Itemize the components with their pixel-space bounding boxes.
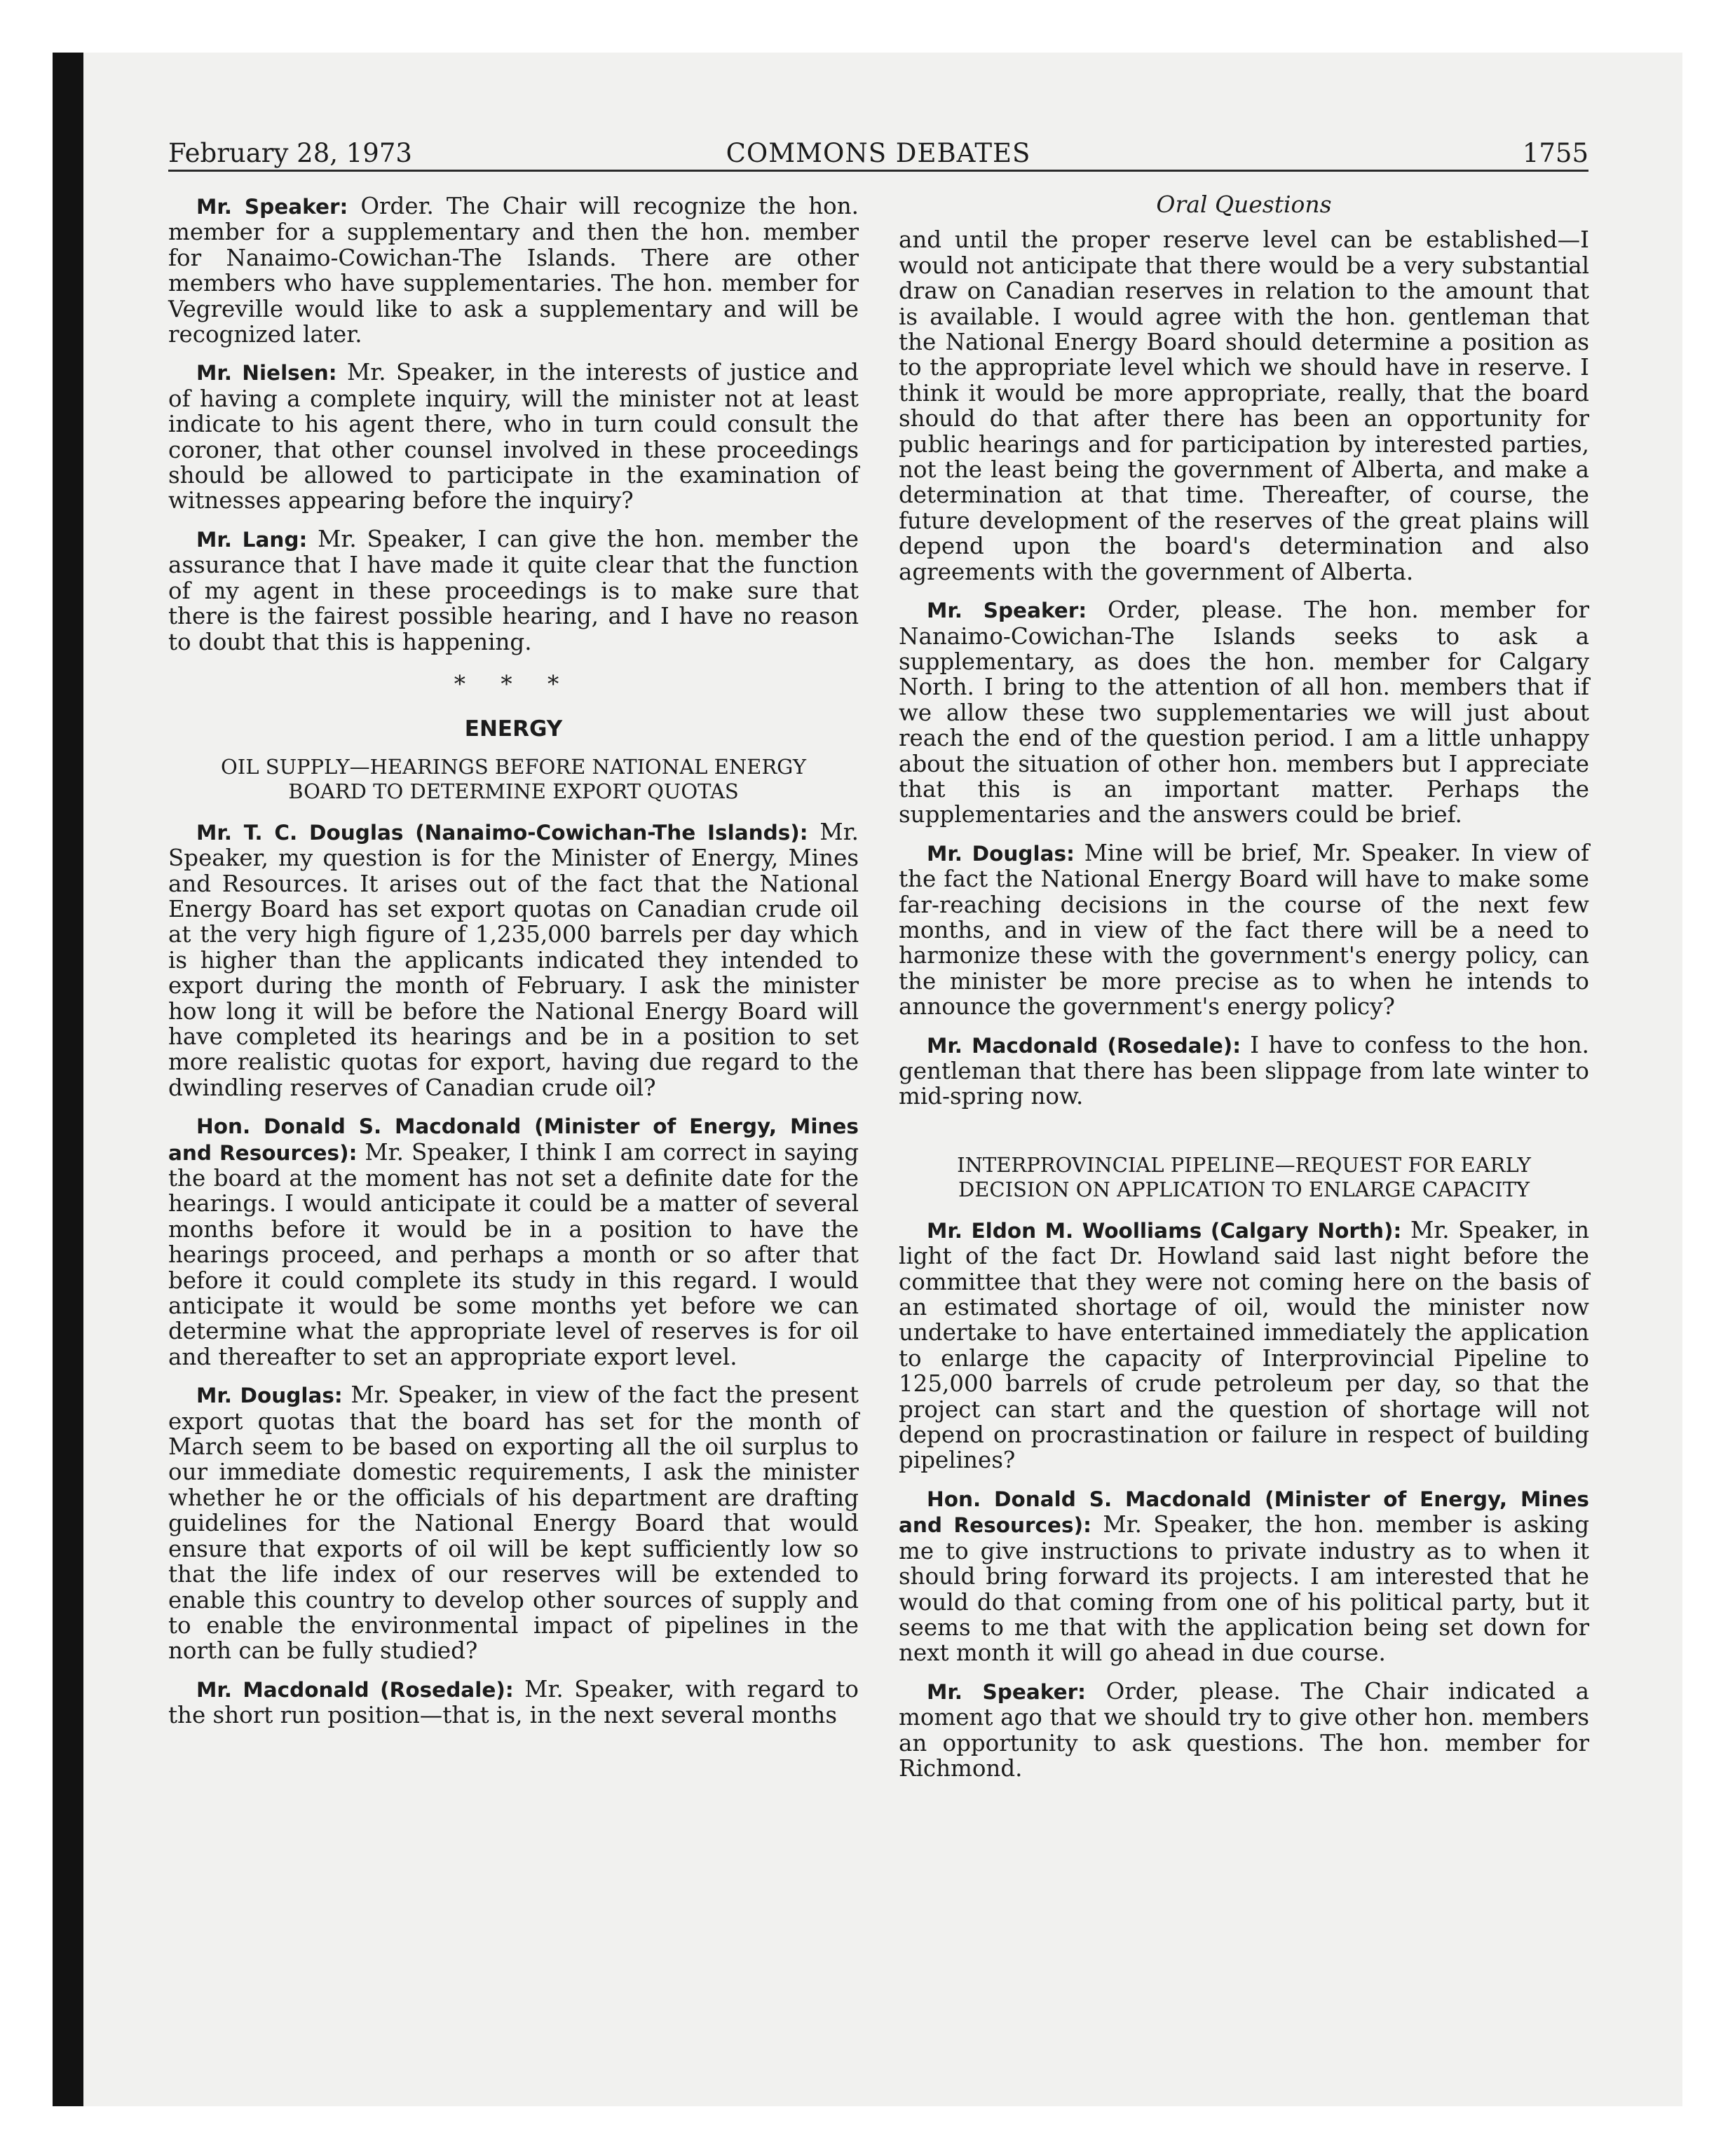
paragraph [168, 526, 859, 655]
paragraph-text: Mr. Speaker, my question is for the Minister of Energy, Mines and Resources. It arises out of the fact that the National Energy Board has set export quotas on Canadian crude oil at the very high figure of 1,235,000 barrels per day which is higher than the applicants indicated they intended to export during the month of February. I ask the minister how long it will be before the National Energy Board will have completed its hearings and be in a position to set more realistic quotas for export, having due regard to the dwindling reserves of Canadian crude oil? [168, 818, 859, 1101]
paragraph-text: Mr. Speaker, with regard to the short run position—that is, in the next several months [168, 1675, 859, 1729]
speaker-name: Mr. Speaker: [927, 599, 1087, 623]
page-header [168, 137, 1588, 172]
speaker-name: Mr. Eldon M. Woolliams (Calgary North): [927, 1218, 1402, 1243]
speaker-name: Mr. T. C. Douglas (Nanaimo-Cowichan-The Islands): [196, 820, 808, 845]
paragraph [899, 1486, 1589, 1666]
paragraph-text: Mr. Speaker, the hon. member is asking me to give instructions to private industry as to when it should bring forward its projects. I am interested that he would do that coming from one of his political party, but it seems to me that with the application being set down for next month it will go ahead in due course. [899, 1511, 1590, 1667]
paragraph-text: Mr. Speaker, in light of the fact Dr. Howland said last night before the committee that they were not coming here on the basis of an estimated shortage of oil, would the minister now undertake to have entertained immediately the application to enlarge the capacity of Interprovincial Pipeline to 125,000 barrels of crude petroleum per day, so that the project can start and the question of shortage will not depend on procrastination or failure in respect of building pipelines? [899, 1216, 1589, 1474]
paragraph-text: Order, please. The hon. member for Nanaimo-Cowichan-The Islands seeks to ask a supplementary, as does the hon. member for Calgary North. I bring to the attention of all hon. members that if we allow these two supplementaries we will just about reach the end of the question period. I am a little unhappy about the situation of other hon. members but I appreciate that this is an important matter. Perhaps the supplementaries and the answers could be brief. [899, 596, 1589, 828]
header-date: February 28, 1973 [168, 138, 412, 168]
speaker-name: Mr. Macdonald (Rosedale): [196, 1677, 514, 1702]
binding-edge [53, 53, 83, 2106]
subheading: INTERPROVINCIAL PIPELINE—REQUEST FOR EARLY DECISION ON APPLICATION TO ENLARGE CAPACITY [957, 1152, 1531, 1201]
paragraph-text: Order. The Chair will recognize the hon. member for a supplementary and then the hon. member for Nanaimo-Cowichan-The Islands. There are other members who have supplementaries. The hon. member for Vegreville would like to ask a supplementary and will be recognized later. [168, 193, 859, 348]
header-title: COMMONS DEBATES [726, 138, 1031, 168]
running-head: Oral Questions [1156, 191, 1332, 218]
paragraph-text: Order, please. The Chair indicated a moment ago that we should try to give other hon. members an opportunity to ask questions. The hon. member for Richmond. [899, 1677, 1589, 1782]
paragraph [168, 1677, 859, 1728]
speaker-name: Hon. Donald S. Macdonald (Minister of Energy, Mines and Resources): [899, 1487, 1589, 1538]
speaker-name: Mr. Speaker: [927, 1679, 1086, 1704]
paragraph [168, 819, 859, 1100]
paragraph [899, 1032, 1589, 1110]
section-gap [899, 1122, 1589, 1153]
section-separator: * * * [454, 670, 573, 697]
paragraph-text: I have to confess to the hon. gentleman that there has been slippage from late winter to mid-spring now. [899, 1031, 1589, 1110]
right-column [899, 192, 1589, 1794]
left-column [168, 193, 859, 1741]
paragraph [899, 227, 1589, 585]
paragraph [168, 193, 859, 347]
speaker-name: Hon. Donald S. Macdonald (Minister of Energy, Mines and Resources): [168, 1114, 859, 1165]
speaker-name: Mr. Douglas: [927, 841, 1075, 866]
section-title: ENERGY [464, 716, 563, 742]
speaker-name: Mr. Macdonald (Rosedale): [927, 1033, 1241, 1058]
subheading: OIL SUPPLY—HEARINGS BEFORE NATIONAL ENERGY BOARD TO DETERMINE EXPORT QUOTAS [221, 754, 806, 803]
paragraph [899, 840, 1589, 1020]
paragraph-text: Mine will be brief, Mr. Speaker. In view of the fact the National Energy Board will have to make some far-reaching decisions in the course of the next few months, and in view of the fact there will be a need to harmonize these with the government's energy policy, can the minister be more precise as to when he intends to announce the government's energy policy? [899, 839, 1590, 1021]
paragraph-text: Mr. Speaker, I think I am correct in saying the board at the moment has not set a definite date for the hearings. I would anticipate it could be a matter of several months before it would be in a position to have the hearings proceed, and perhaps a month or so after that before it could complete its study in this regard. I would anticipate it would be some months yet before we can determine what the appropriate level of reserves is for oil and thereafter to set an appropriate export level. [168, 1138, 859, 1370]
paragraph [899, 597, 1589, 828]
paragraph [899, 1679, 1589, 1782]
paragraph-text: Mr. Speaker, in the interests of justice and of having a complete inquiry, will the minister not at least indicate to his agent there, who in turn could consult the coroner, that other counsel involved in these proceedings should be allowed to participate in the examination of witnesses appearing before the inquiry? [168, 359, 859, 514]
paragraph [168, 1113, 859, 1370]
speaker-name: Mr. Douglas: [196, 1384, 343, 1408]
paragraph-text: and until the proper reserve level can be established—I would not anticipate that there would be a very substantial draw on Canadian reserves in relation to the amount that is available. I would agree with the hon. gentleman that the National Energy Board should determine a position as to the appropriate level which we should have in reserve. I think it would be more appropriate, really, that the board should do that after there has been an opportunity for public hearings and for participation by interested parties, not the least being the government of Alberta, and make a determination at that time. Thereafter, of course, the future development of the reserves of the great plains will depend upon the board's determination and also agreements with the government of Alberta. [899, 226, 1589, 585]
speaker-name: Mr. Lang: [196, 527, 308, 552]
paragraph [168, 1382, 859, 1663]
speaker-name: Mr. Nielsen: [196, 361, 337, 386]
paragraph-text: Mr. Speaker, in view of the fact the present export quotas that the board has set for the month of March seem to be based on exporting all the oil surplus to our immediate domestic requirements, I ask the minister whether he or the officials of his department are drafting guidelines for the National Energy Board that would ensure that exports of oil will be kept sufficiently low so that the life index of our reserves will be extended to enable this country to develop other sources of supply and to enable the environmental impact of pipelines in the north can be fully studied? [168, 1381, 859, 1665]
paragraph [168, 360, 859, 513]
speaker-name: Mr. Speaker: [196, 195, 348, 219]
paragraph [899, 1217, 1589, 1473]
page-number: 1755 [1522, 138, 1588, 168]
paragraph-text: Mr. Speaker, I can give the hon. member the assurance that I have made it quite clear that the function of my agent in these proceedings is to make sure that there is the fairest possible hearing, and I have no reason to doubt that this is happening. [168, 525, 859, 655]
